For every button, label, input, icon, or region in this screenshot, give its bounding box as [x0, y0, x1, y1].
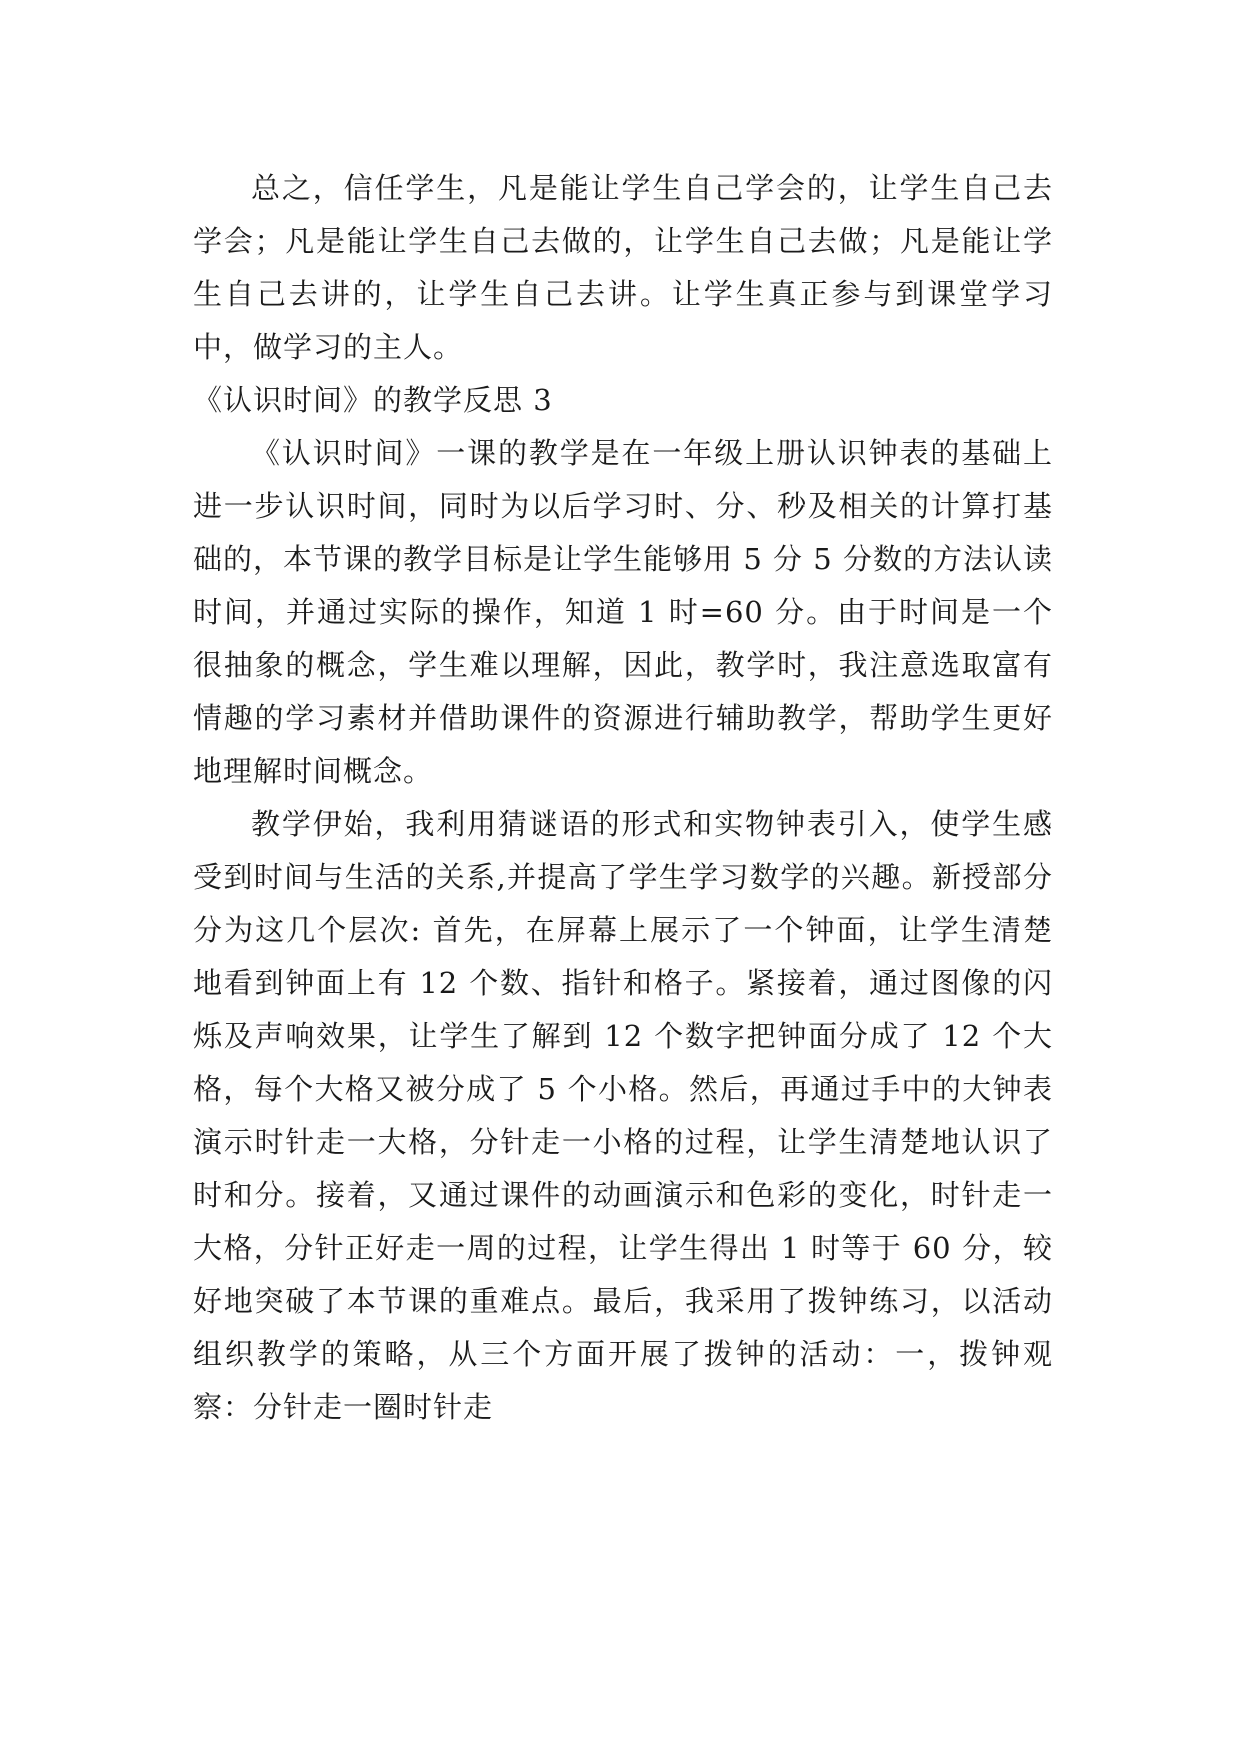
paragraph-teaching-process: 教学伊始，我利用猜谜语的形式和实物钟表引入，使学生感受到时间与生活的关系,并提高了学生学习数学的兴趣。新授部分分为这几个层次: 首先，在屏幕上展示了一个钟面，让学生清楚地看到钟面上有 12 个数、指针和格子。紧接着，通过图像的闪烁及声响效果，让学生了解到 12 个数字把钟面分成了 12 个大格，每个大格又被分成了 5 个小格。然后，再通过手中的大钟表演示时针走一大格，分针走一小格的过程，让学生清楚地认识了时和分。接着，又通过课件的动画演示和色彩的变化，时针走一大格，分针正好走一周的过程，让学生得出 1 时等于 60 分，较好地突破了本节课的重难点。最后，我采用了拨钟练习，以活动组织教学的策略，从三个方面开展了拨钟的活动：一，拨钟观察：分针走一圈时针走	[193, 807, 1053, 1424]
section-heading: 《认识时间》的教学反思 3	[193, 383, 553, 417]
paragraph-intro: 《认识时间》一课的教学是在一年级上册认识钟表的基础上进一步认识时间，同时为以后学习时、分、秒及相关的计算打基础的，本节课的教学目标是让学生能够用 5 分 5 分数的方法认读时间，并通过实际的操作，知道 1 时=60 分。由于时间是一个很抽象的概念，学生难以理解，因此，教学时，我注意选取富有情趣的学习素材并借助课件的资源进行辅助教学，帮助学生更好地理解时间概念。	[193, 436, 1053, 788]
document-body	[193, 162, 1053, 1434]
paragraph-conclusion: 总之，信任学生，凡是能让学生自己学会的，让学生自己去学会；凡是能让学生自己去做的，让学生自己去做；凡是能让学生自己去讲的，让学生自己去讲。让学生真正参与到课堂学习中，做学习的主人。	[193, 171, 1053, 364]
